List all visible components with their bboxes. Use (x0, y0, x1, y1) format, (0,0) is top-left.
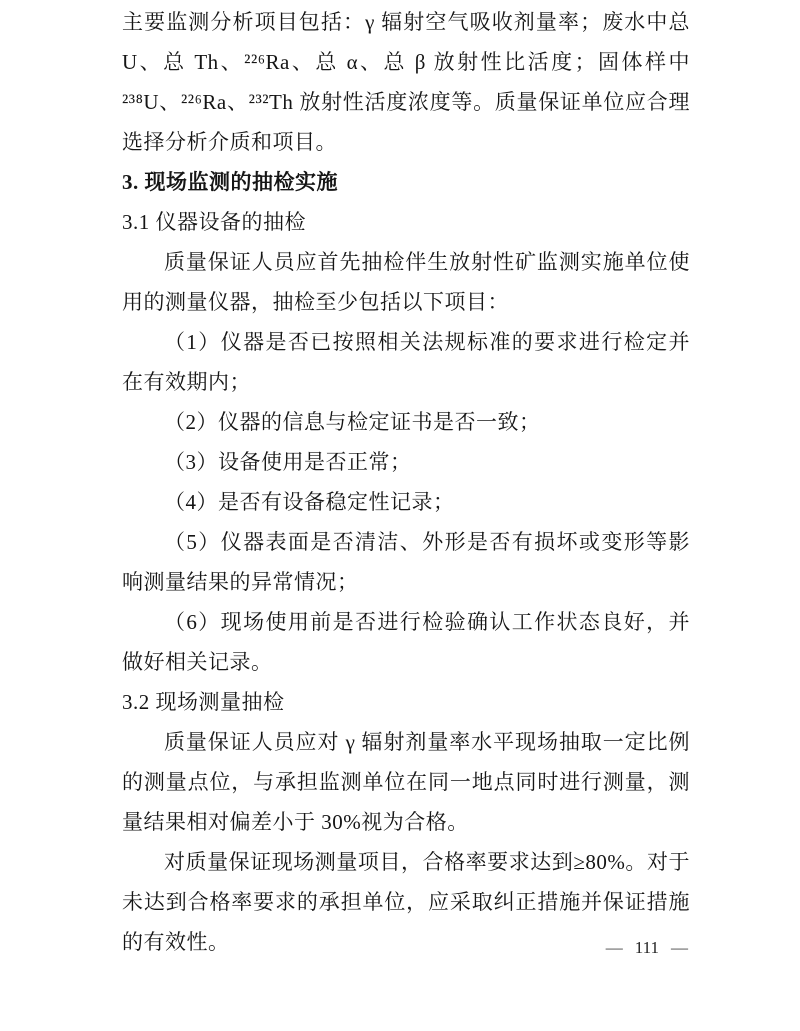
footer-right-dash: — (671, 938, 688, 957)
page-number: 111 (634, 938, 659, 957)
paragraph: 质量保证人员应首先抽检伴生放射性矿监测实施单位使用的测量仪器，抽检至少包括以下项目： (122, 250, 690, 314)
list-item: （6）现场使用前是否进行检验确认工作状态良好，并做好相关记录。 (122, 610, 690, 674)
list-item: （2）仪器的信息与检定证书是否一致； (164, 410, 541, 434)
footer-left-dash: — (605, 938, 623, 957)
list-item: （3）设备使用是否正常； (164, 450, 412, 474)
document-body (122, 2, 690, 962)
paragraph: 质量保证人员应对 γ 辐射剂量率水平现场抽取一定比例的测量点位，与承担监测单位在同一地点同时进行测量，测量结果相对偏差小于 30%视为合格。 (122, 730, 690, 834)
paragraph: 主要监测分析项目包括：γ 辐射空气吸收剂量率；废水中总 U、总 Th、²²⁶Ra、总 α、总 β 放射性比活度；固体样中 ²³⁸U、²²⁶Ra、²³²Th 放射性活度浓度等。质量保证单位应合理选择分析介质和项目。 (122, 10, 690, 154)
page-number-footer (594, 936, 700, 960)
list-item: （5）仪器表面是否清洁、外形是否有损坏或变形等影响测量结果的异常情况； (122, 530, 690, 594)
section-heading: 3. 现场监测的抽检实施 (122, 170, 338, 194)
subsection-heading: 3.1 仪器设备的抽检 (122, 210, 306, 234)
list-item: （4）是否有设备稳定性记录； (164, 490, 455, 514)
paragraph: 对质量保证现场测量项目，合格率要求达到≥80%。对于未达到合格率要求的承担单位，应采取纠正措施并保证措施的有效性。 (122, 850, 690, 954)
subsection-heading: 3.2 现场测量抽检 (122, 690, 285, 714)
list-item: （1）仪器是否已按照相关法规标准的要求进行检定并在有效期内； (122, 330, 690, 394)
